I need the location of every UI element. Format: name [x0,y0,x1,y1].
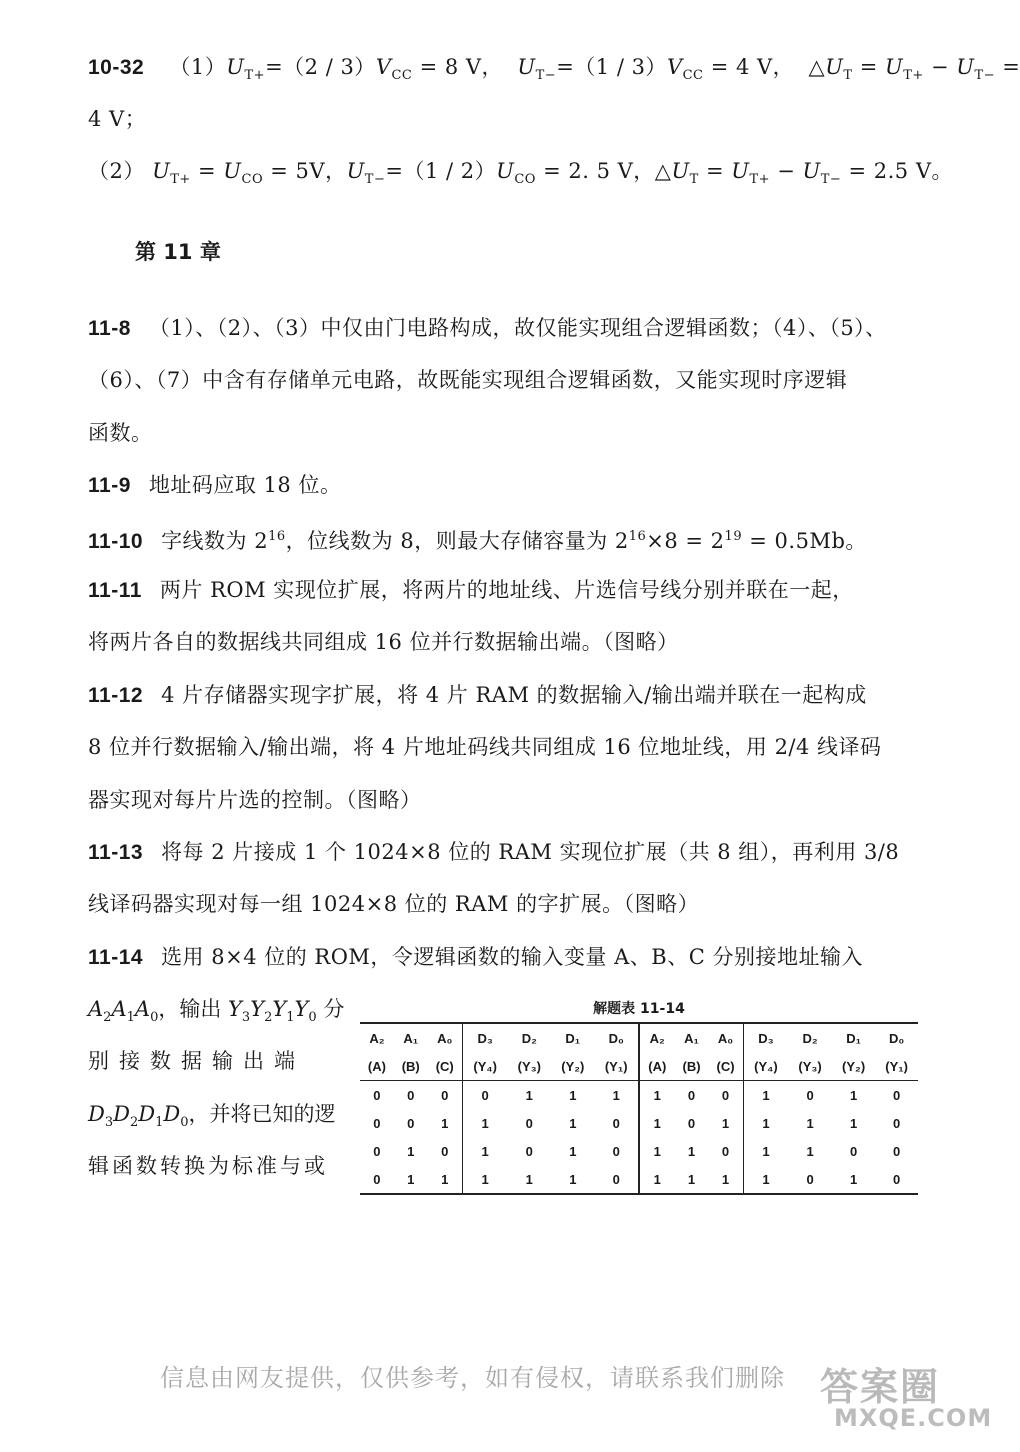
p1112-line2: 8 位并行数据输入/输出端，将 4 片地址码线共同组成 16 位地址线，用 2/4 线译码 [88,735,882,759]
data-cell: 1 [441,1171,449,1187]
data-cell: 0 [525,1143,533,1159]
subheader-cell: (B) [394,1052,428,1081]
p119-line: 11-9 地址码应取 18 位。 [88,473,342,497]
p1032-line3: （2） $U_{T+} = U_{CO} = 5V$，$U_{T-}=(1 / 2)U_{CO} = 2$. 5 V，$\triangle U_T = U_{T+} - U_{T-} = 2.5$ V。 [88,159,953,188]
header-cell: D₁ [846,1030,861,1046]
p1114-side3: $D_3D_2D_1D_0$，并将已知的逻 [88,1102,336,1131]
data-cell: 0 [893,1087,901,1103]
p1111-line2: 将两片各自的数据线共同组成 16 位并行数据输出端。（图略） [88,630,679,654]
data-cell: 1 [462,1165,507,1194]
data-cell: 1 [441,1115,449,1131]
header-cell: D₃ [743,1023,788,1052]
subheader-cell: (Y₂) [832,1052,875,1081]
header-cell: D₂ [521,1030,537,1046]
data-cell: 1 [687,1171,696,1187]
data-cell: 1 [721,1115,730,1131]
data-cell: 0 [373,1115,381,1131]
p118-line1: 11-8 （1）、（2）、（3）中仅由门电路构成，故仅能实现组合逻辑函数；（4）、（5）、 [88,316,887,340]
header-cell: A₁ [684,1030,699,1046]
watermark-logo: 答案圈 MXQE.COM [820,1365,993,1432]
p1114-side4: 辑函数转换为标准与或 [88,1154,328,1178]
data-cell: 1 [687,1143,696,1159]
data-cell: 1 [743,1109,788,1137]
table-caption: 解题表 11-14 [593,1001,685,1017]
data-cell: 1 [639,1109,675,1137]
data-cell: 1 [806,1115,814,1131]
data-cell: 1 [743,1081,788,1110]
subheader-cell: (A) [639,1052,675,1081]
header-cell: A₀ [437,1030,453,1046]
data-cell: 1 [525,1171,533,1187]
header-cell: A₁ [403,1030,419,1046]
data-cell: 1 [462,1109,507,1137]
data-cell: 0 [407,1115,415,1131]
data-cell: 0 [373,1143,381,1159]
data-cell: 1 [407,1143,415,1159]
data-cell: 0 [849,1143,858,1159]
p1113-line1: 11-13 将每 2 片接成 1 个 1024×8 位的 RAM 实现位扩展（共 8 组），再利用 3/8 [88,840,900,864]
data-cell: 1 [525,1087,533,1103]
p1112-line1: 11-12 4 片存储器实现字扩展，将 4 片 RAM 的数据输入/输出端并联在一起构成 [88,683,867,707]
p1114-side2: 别接数据输出端 [88,1049,305,1073]
data-cell: 1 [639,1081,675,1110]
subheader-cell: (Y₂) [551,1052,594,1081]
subheader-cell: (Y₄) [743,1052,788,1081]
data-cell: 0 [806,1171,814,1187]
subheader-cell: (Y₃) [507,1052,551,1081]
table-row [360,1081,918,1110]
data-cell: 1 [743,1137,788,1165]
subheader-cell: (B) [675,1052,709,1081]
data-cell: 0 [893,1143,901,1159]
data-cell: 0 [687,1087,696,1103]
table-row [360,1109,918,1137]
p1112-line3: 器实现对每片片选的控制。（图略） [88,788,422,812]
data-cell: 1 [639,1137,675,1165]
data-cell: 1 [407,1171,415,1187]
data-cell: 0 [525,1115,533,1131]
subheader-cell: (Y₄) [462,1052,507,1081]
subheader-cell: (C) [708,1052,743,1081]
data-cell: 0 [612,1115,620,1131]
p1110-line: 11-10 字线数为 $2^{16}$，位线数为 8，则最大存储容量为 $2^{16}\times 8 = 2^{19} = 0.5Mb$。 [88,529,867,553]
data-cell: 1 [721,1171,730,1187]
data-cell: 1 [849,1087,858,1103]
p1032-line2: 4 V； [88,107,147,131]
data-cell: 0 [441,1143,449,1159]
p1114-side1: $A_2A_1A_0$，输出 $Y_3Y_2Y_1Y_0$ 分 [88,997,345,1026]
data-cell: 0 [721,1143,730,1159]
table-row [360,1165,918,1194]
data-cell: 0 [373,1171,381,1187]
data-cell: 0 [612,1143,620,1159]
data-cell: 0 [407,1087,415,1103]
chapter-heading: 第 11 章 [135,240,221,264]
header-cell: D₂ [802,1030,818,1046]
data-cell: 1 [569,1115,577,1131]
data-cell: 0 [612,1171,620,1187]
header-cell: D₁ [565,1030,581,1046]
data-cell: 1 [639,1165,675,1194]
p1114-line1: 11-14 选用 8×4 位的 ROM，令逻辑函数的输入变量 A、B、C 分别接地址输入 [88,945,863,969]
header-cell: D₃ [462,1023,507,1052]
subheader-cell: (C) [428,1052,463,1081]
data-cell: 0 [806,1087,814,1103]
subheader-cell: (Y₁) [875,1052,918,1081]
data-cell: 0 [687,1115,696,1131]
data-cell: 0 [893,1171,901,1187]
subheader-cell: (A) [360,1052,394,1081]
header-cell: A₂ [369,1030,385,1046]
data-cell: 1 [743,1165,788,1194]
table-subheader-row [360,1052,918,1081]
data-cell: 0 [373,1087,381,1103]
data-cell: 1 [849,1115,858,1131]
data-cell: 1 [569,1171,577,1187]
data-cell: 0 [462,1081,507,1110]
subheader-cell: (Y₃) [788,1052,832,1081]
truth-table [360,1022,918,1195]
subheader-cell: (Y₁) [594,1052,638,1081]
header-cell: D₀ [889,1030,905,1046]
p1111-line1: 11-11 两片 ROM 实现位扩展，将两片的地址线、片选信号线分别并联在一起， [88,578,854,602]
data-cell: 1 [569,1143,577,1159]
p1113-line2: 线译码器实现对每一组 1024×8 位的 RAM 的字扩展。（图略） [88,892,700,916]
table-header-row [360,1023,918,1052]
data-cell: 0 [893,1115,901,1131]
header-cell: D₀ [608,1030,624,1046]
header-cell: A₀ [717,1030,734,1046]
data-cell: 1 [569,1087,577,1103]
data-cell: 1 [612,1087,620,1103]
data-cell: 0 [441,1087,449,1103]
data-cell: 1 [806,1143,814,1159]
p1032-line1: 10-32 $(1)U_{T+}=(2 / 3)V_{CC} = 8$ V， $U_{T-}=(1 / 3)V_{CC} = 4$ V， $\triangle U_T = U_{T+} - U_{T-}$ = [88,55,1020,84]
data-cell: 1 [849,1171,858,1187]
footer-disclaimer: 信息由网友提供，仅供参考，如有侵权，请联系我们删除 [160,1364,785,1392]
header-cell: A₂ [639,1023,675,1052]
table-row [360,1137,918,1165]
data-cell: 0 [721,1087,730,1103]
data-cell: 1 [462,1137,507,1165]
p118-line2: （6）、（7）中含有存储单元电路，故既能实现组合逻辑函数，又能实现时序逻辑 [88,368,848,392]
p118-line3: 函数。 [88,421,153,445]
